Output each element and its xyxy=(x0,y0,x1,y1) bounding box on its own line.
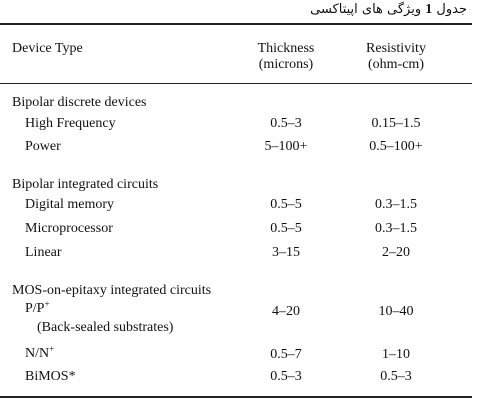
group-bipolar-discrete: Bipolar discrete devices xyxy=(12,95,147,110)
caption-number: 1 xyxy=(425,2,433,17)
row-label-nn-base: N/N xyxy=(25,346,50,361)
header-device-type: Device Type xyxy=(12,41,83,56)
group-mos-epitaxy: MOS-on-epitaxy integrated circuits xyxy=(12,283,212,298)
row-label-pp-base: P/P xyxy=(25,301,45,316)
caption-prefix: جدول xyxy=(436,2,467,17)
row-label-nn-sup: + xyxy=(49,344,55,354)
row-thickness-power: 5–100+ xyxy=(264,139,308,154)
row-thickness-digital-memory: 0.5–5 xyxy=(270,197,302,212)
row-resistivity-nn: 1–10 xyxy=(382,347,410,362)
row-label-microprocessor: Microprocessor xyxy=(25,221,113,236)
row-resistivity-high-frequency: 0.15–1.5 xyxy=(371,116,421,131)
row-label-pp xyxy=(25,301,50,317)
row-resistivity-pp: 10–40 xyxy=(378,304,414,319)
row-resistivity-power: 0.5–100+ xyxy=(369,139,423,154)
row-thickness-high-frequency: 0.5–3 xyxy=(270,116,302,131)
row-thickness-bimos: 0.5–3 xyxy=(270,369,302,384)
header-thickness-line2: (microns) xyxy=(258,57,314,72)
row-resistivity-bimos: 0.5–3 xyxy=(380,369,412,384)
header-thickness-line1: Thickness xyxy=(257,41,315,56)
header-resistivity xyxy=(366,41,426,73)
row-label-high-frequency: High Frequency xyxy=(25,116,116,131)
row-label-pp-sup: + xyxy=(44,299,50,309)
row-label-bimos: BiMOS* xyxy=(25,369,76,384)
row-thickness-microprocessor: 0.5–5 xyxy=(270,221,302,236)
row-label-digital-memory: Digital memory xyxy=(25,197,115,212)
table-header-rule xyxy=(0,83,472,84)
table-bottom-rule xyxy=(0,396,472,398)
group-bipolar-integrated: Bipolar integrated circuits xyxy=(12,177,159,192)
row-thickness-linear: 3–15 xyxy=(272,245,300,260)
caption-title: ویژگی های اپیتاکسی xyxy=(310,2,422,17)
row-thickness-pp: 4–20 xyxy=(272,304,300,319)
row-resistivity-microprocessor: 0.3–1.5 xyxy=(375,221,417,236)
row-resistivity-linear: 2–20 xyxy=(382,245,410,260)
header-thickness xyxy=(258,41,315,73)
row-thickness-nn: 0.5–7 xyxy=(270,347,302,362)
row-label-power: Power xyxy=(25,139,61,154)
row-resistivity-digital-memory: 0.3–1.5 xyxy=(375,197,417,212)
table-caption xyxy=(310,2,467,18)
row-label-nn xyxy=(25,346,54,362)
header-resistivity-line2: (ohm-cm) xyxy=(368,57,424,72)
table-top-rule xyxy=(0,23,472,25)
header-resistivity-line1: Resistivity xyxy=(366,41,426,56)
row-label-linear: Linear xyxy=(25,245,62,260)
row-note-pp: (Back-sealed substrates) xyxy=(37,320,174,335)
